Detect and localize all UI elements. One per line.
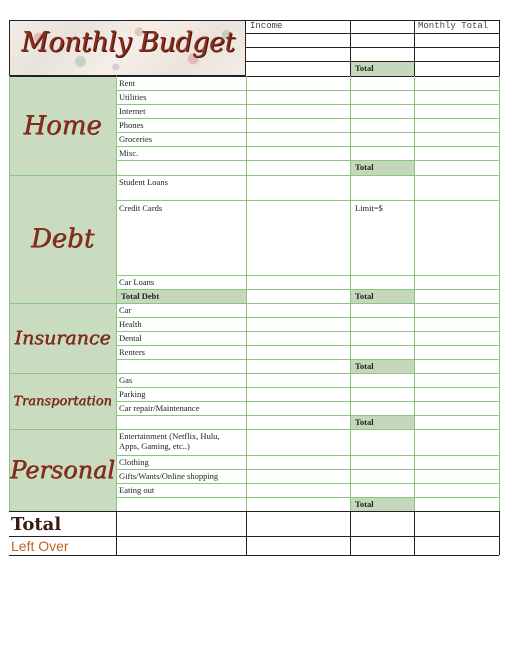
category-personal-label: Personal — [10, 456, 115, 484]
insurance-total-cell: Total — [351, 360, 414, 373]
category-debt — [9, 175, 116, 303]
debt-total-cell: Total — [351, 290, 414, 303]
total-debt-cell: Total Debt — [117, 290, 246, 303]
personal-total-cell: Total — [351, 498, 414, 511]
home-item-rent: Rent — [119, 78, 136, 88]
category-personal — [9, 429, 116, 511]
category-insurance-label: Insurance — [14, 327, 111, 349]
home-item-phones: Phones — [119, 120, 144, 130]
monthly-total-column-header: Monthly Total — [418, 21, 489, 31]
transportation-item-parking: Parking — [119, 389, 146, 399]
home-item-groceries: Groceries — [119, 134, 153, 144]
transportation-item-gas: Gas — [119, 375, 133, 385]
category-transportation-label: Transportation — [13, 393, 112, 409]
debt-item-car-loans: Car Loans — [119, 277, 155, 287]
category-insurance — [9, 303, 116, 373]
personal-item-gifts: Gifts/Wants/Online shopping — [119, 471, 219, 481]
home-total-cell: Total — [351, 161, 414, 175]
insurance-item-car: Car — [119, 305, 132, 315]
insurance-item-renters: Renters — [119, 347, 145, 357]
debt-item-credit-cards: Credit Cards — [119, 203, 163, 213]
summary-left-over-label: Left Over — [11, 538, 69, 554]
personal-item-clothing: Clothing — [119, 457, 149, 467]
insurance-item-health: Health — [119, 319, 142, 329]
category-transportation — [9, 373, 116, 429]
category-home — [9, 77, 116, 175]
home-item-internet: Internet — [119, 106, 146, 116]
transportation-total-cell: Total — [351, 416, 414, 429]
home-item-utilities: Utilities — [119, 92, 147, 102]
title-banner — [9, 20, 246, 76]
header-total-cell: Total — [351, 62, 414, 76]
summary-total-label: Total — [11, 514, 62, 535]
personal-item-eating-out: Eating out — [119, 485, 155, 495]
category-home-label: Home — [23, 111, 102, 141]
personal-item-entertainment: Entertainment (Netflix, Hulu, Apps, Gaming, etc..) — [119, 431, 220, 451]
home-item-misc: Misc. — [119, 148, 139, 158]
debt-limit-label: Limit=$ — [355, 203, 383, 213]
debt-item-student-loans: Student Loans — [119, 177, 168, 187]
page-title: Monthly Budget — [21, 27, 235, 58]
income-column-header: Income — [250, 21, 283, 31]
insurance-item-dental: Dental — [119, 333, 142, 343]
transportation-item-car-repair: Car repair/Maintenance — [119, 403, 200, 413]
category-debt-label: Debt — [30, 224, 95, 254]
